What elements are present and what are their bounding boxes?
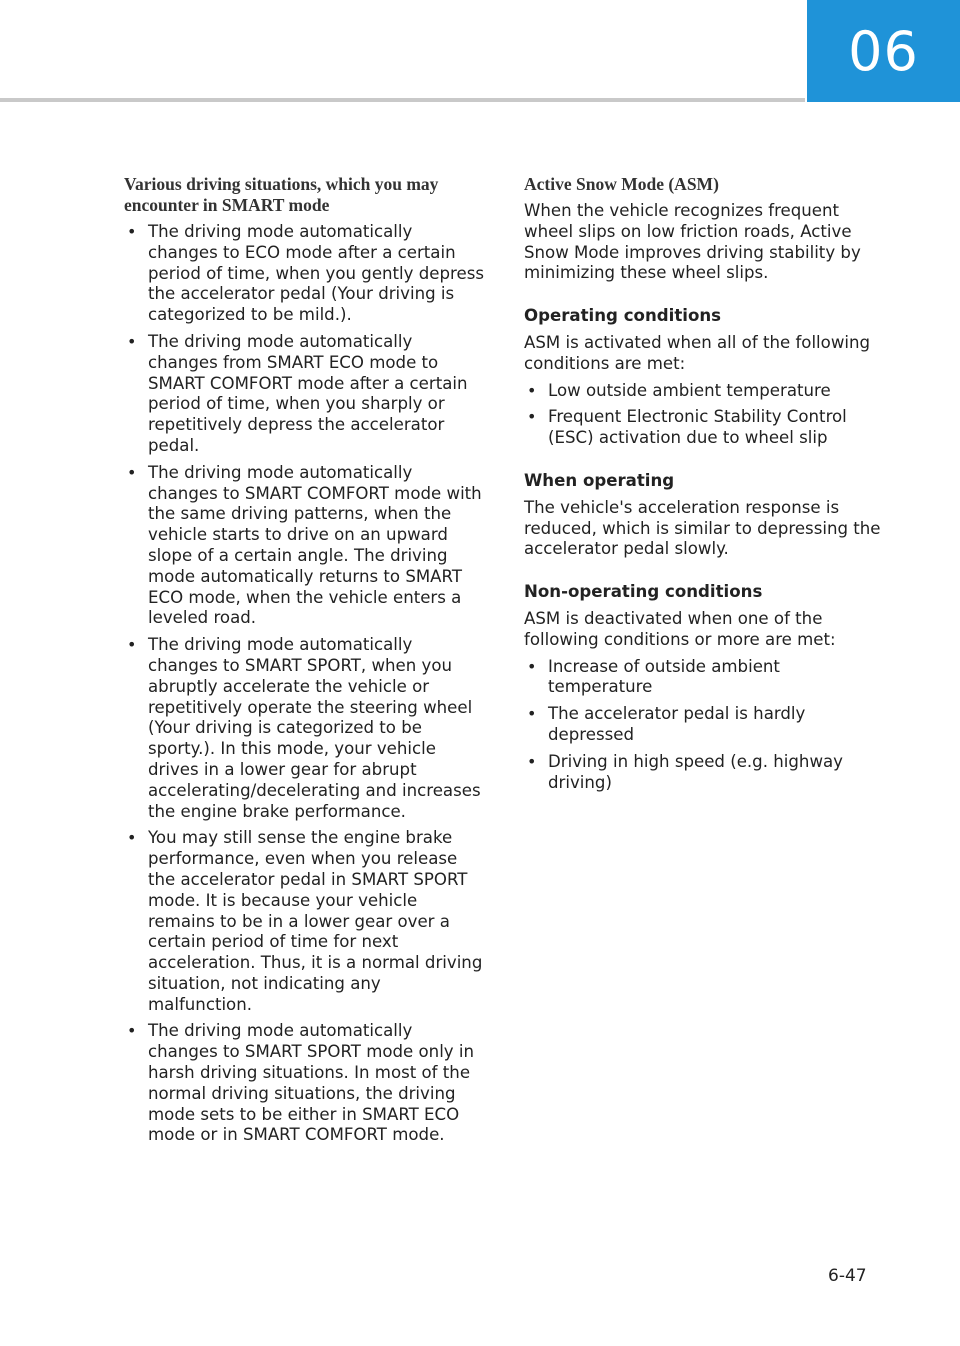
bullet-icon: • bbox=[127, 462, 137, 482]
bullet-icon: • bbox=[127, 828, 137, 848]
bullet-icon: • bbox=[127, 222, 137, 241]
left-column bbox=[124, 172, 486, 1152]
page-number: 6-47 bbox=[828, 1266, 867, 1286]
bullet-icon: • bbox=[127, 1021, 137, 1041]
operating-conditions-text: ASM is activated when all of the following conditions are met: bbox=[524, 332, 871, 373]
asm-intro: When the vehicle recognizes frequent wheel slips on low friction roads, Active Snow Mode improves driving stability by minimizing these wheel slips. bbox=[524, 201, 861, 283]
list-item: • The driving mode automatically changes to ECO mode after a certain period of time, when you gently depress the accelerator pedal (Your driving is categorized to be mild.). bbox=[127, 222, 484, 325]
list-item: • You may still sense the engine brake performance, even when you release the accelerator pedal in SMART SPORT mode. It is because your vehicle remains to be in a lower gear over a certain period of time for next acceleration. Thus, it is a normal driving situation, not indicating any malfunction. bbox=[127, 828, 483, 1014]
list-item: • Increase of outside ambient temperature bbox=[527, 656, 780, 697]
when-operating-text: The vehicle's acceleration response is reduced, which is similar to depressing the accelerator pedal slowly. bbox=[524, 497, 881, 559]
when-operating-title: When operating bbox=[524, 470, 675, 490]
header-rule bbox=[0, 98, 805, 102]
list-item: • The driving mode automatically changes from SMART ECO mode to SMART COMFORT mode after a certain period of time, when you sharply or repetitively depress the accelerator pedal. bbox=[127, 331, 468, 455]
bullet-icon: • bbox=[527, 704, 537, 724]
bullet-icon: • bbox=[527, 751, 537, 771]
bullet-icon: • bbox=[127, 635, 137, 655]
asm-heading: Active Snow Mode (ASM) bbox=[524, 174, 719, 194]
smart-mode-list bbox=[124, 222, 486, 1146]
operating-conditions-title: Operating conditions bbox=[524, 306, 722, 326]
bullet-icon: • bbox=[527, 380, 537, 400]
bullet-icon: • bbox=[527, 656, 537, 676]
chapter-number: 06 bbox=[848, 19, 919, 83]
operating-conditions-list bbox=[524, 381, 886, 449]
non-operating-conditions-title: Non-operating conditions bbox=[524, 582, 763, 602]
list-item: • The driving mode automatically changes to SMART SPORT mode only in harsh driving situations. In most of the normal driving situations, the driving mode sets to be either in SMART ECO mode or in SMART COMFORT mode. bbox=[127, 1021, 475, 1145]
list-item: • Driving in high speed (e.g. highway driving) bbox=[527, 751, 844, 792]
list-item: • Frequent Electronic Stability Control (ESC) activation due to wheel slip bbox=[527, 407, 847, 448]
non-operating-conditions-text: ASM is deactivated when one of the following conditions or more are met: bbox=[524, 608, 836, 649]
list-item: • Low outside ambient temperature bbox=[527, 380, 831, 400]
right-column bbox=[524, 172, 886, 799]
chapter-tab bbox=[807, 0, 960, 102]
smart-mode-heading: Various driving situations, which you may encounter in SMART mode bbox=[124, 174, 439, 215]
bullet-icon: • bbox=[127, 331, 137, 351]
bullet-icon: • bbox=[527, 407, 537, 427]
non-operating-conditions-list bbox=[524, 657, 886, 794]
list-item: • The accelerator pedal is hardly depressed bbox=[527, 704, 806, 744]
list-item: • The driving mode automatically changes to SMART COMFORT mode with the same driving patterns, when the vehicle starts to drive on an upward slope of a certain angle. The driving mode automatically returns to SMART ECO mode, when the vehicle enters a leveled road. bbox=[127, 462, 482, 628]
list-item: • The driving mode automatically changes to SMART SPORT, when you abruptly accelerate the vehicle or repetitively operate the steering wheel (Your driving is categorized to be sporty.). In this mode, your vehicle drives in a lower gear for abrupt accelerating/decelerating and increases the engine brake performance. bbox=[127, 635, 481, 821]
